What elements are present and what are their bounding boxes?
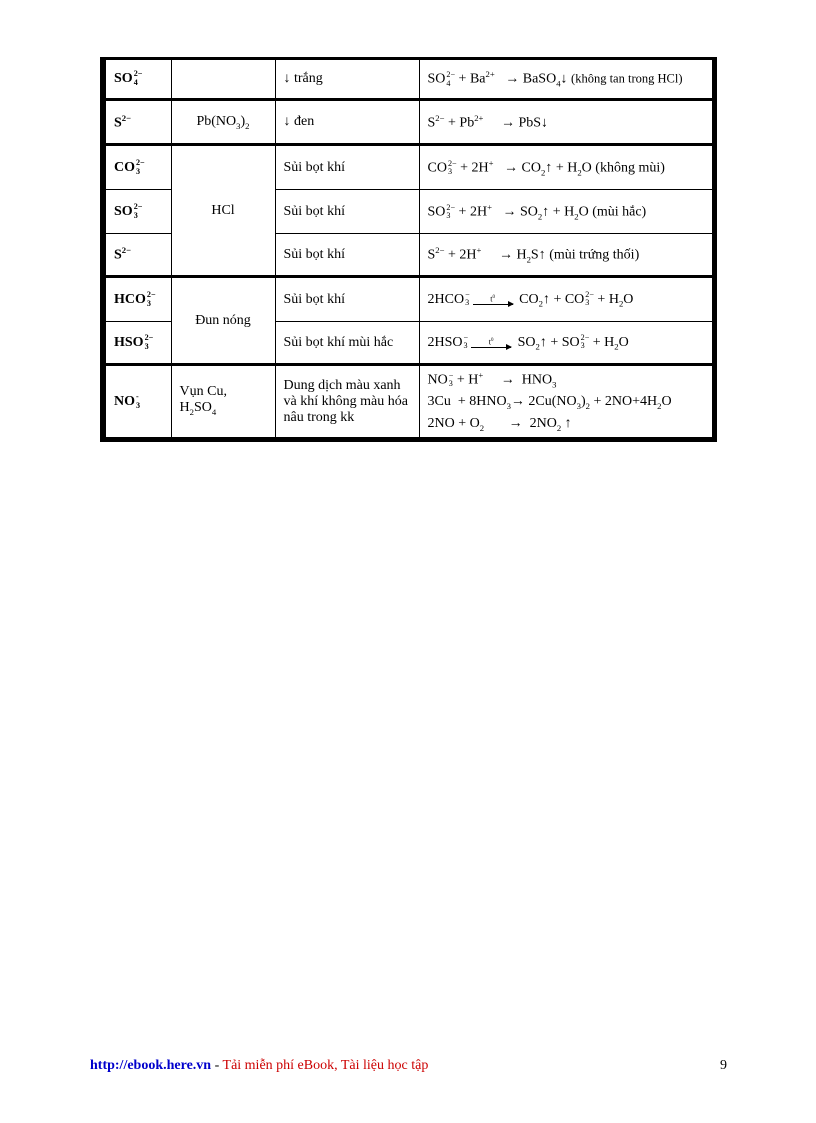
equation-cell: 2HSO − 3 $t^0$ $SO_2↑$ + SO 2− 3 + $H_2O$ bbox=[419, 322, 715, 365]
reagent-copper-sulfuric: Vụn Cu, $H_2SO_4$ bbox=[171, 365, 275, 440]
ion-sulfate: SO 2− 4 bbox=[103, 59, 171, 100]
equation-cell: CO 2− 3 + $2H^+ \to CO_2↑ + H_2O$ (không mùi) bbox=[419, 145, 715, 190]
footer-link[interactable]: http://ebook.here.vn bbox=[90, 1058, 212, 1073]
observation-cell: Sủi bọt khí bbox=[275, 234, 419, 277]
equation-cell: $S^{2-} + Pb^{2+}$ → PbS↓ bbox=[419, 100, 715, 145]
table-row bbox=[103, 100, 715, 145]
ion-sulfide: $S^{2-}$ bbox=[103, 234, 171, 277]
observation-cell: ↓ đen bbox=[275, 100, 419, 145]
observation-cell: Sủi bọt khí bbox=[275, 190, 419, 234]
table-row bbox=[103, 59, 715, 100]
reagent-heating: Đun nóng bbox=[171, 277, 275, 365]
observation-cell: Sủi bọt khí bbox=[275, 277, 419, 322]
equation-cell: SO 2− 3 + $2H^+ \to SO_2↑ + H_2O$ (mùi hắc) bbox=[419, 190, 715, 234]
table-row bbox=[103, 277, 715, 322]
equation-cell: SO 2− 4 + $Ba^{2+}$ → BaSO$_4$↓ (không tan trong HCl) bbox=[419, 59, 715, 100]
observation-cell: Sủi bọt khí bbox=[275, 145, 419, 190]
equation-cell: 2HCO − 3 $t^0$ $CO_2↑$ + CO 2− 3 + $H_2O$ bbox=[419, 277, 715, 322]
table-row bbox=[103, 145, 715, 190]
footer-tagline: Tải miễn phí eBook, Tài liệu học tập bbox=[222, 1058, 429, 1073]
footer bbox=[90, 1058, 428, 1074]
equation-line: NO − 3 + H+ → $HNO_3$ bbox=[427, 370, 557, 390]
ion-bisulfite: HSO 2− 3 bbox=[103, 322, 171, 365]
ion-sulfide: $S^{2-}$ bbox=[103, 100, 171, 145]
equation-cell bbox=[419, 365, 715, 440]
reagent-cell-empty bbox=[171, 59, 275, 100]
equation-cell: $S^{2-} + 2H^+$ → $H_2S↑$ (mùi trứng thối) bbox=[419, 234, 715, 277]
equation-line: $3Cu + 8HNO_3\to 2Cu(NO_3)_2 + 2NO+4H_2O$ bbox=[427, 394, 672, 412]
observation-cell: Dung dịch màu xanh và khí không màu hóa nâu trong kk bbox=[275, 365, 419, 440]
observation-cell: Sủi bọt khí mùi hắc bbox=[275, 322, 419, 365]
reagent-lead-nitrate: $Pb(NO_3)_2$ bbox=[171, 100, 275, 145]
table-row bbox=[103, 365, 715, 440]
reagent-hcl: HCl bbox=[171, 145, 275, 277]
ion-nitrate: NO - 3 bbox=[103, 365, 171, 440]
observation-cell: ↓ trắng bbox=[275, 59, 419, 100]
equation-line: $2NO + O_2$ → $2NO_2$ ↑ bbox=[427, 416, 572, 434]
page-number: 9 bbox=[720, 1058, 727, 1073]
ion-carbonate: CO 2− 3 bbox=[103, 145, 171, 190]
ion-bicarbonate: HCO 2− 3 bbox=[103, 277, 171, 322]
ion-identification-table bbox=[100, 57, 717, 442]
ion-sulfite: SO 2− 3 bbox=[103, 190, 171, 234]
footer-separator: - bbox=[211, 1058, 223, 1073]
